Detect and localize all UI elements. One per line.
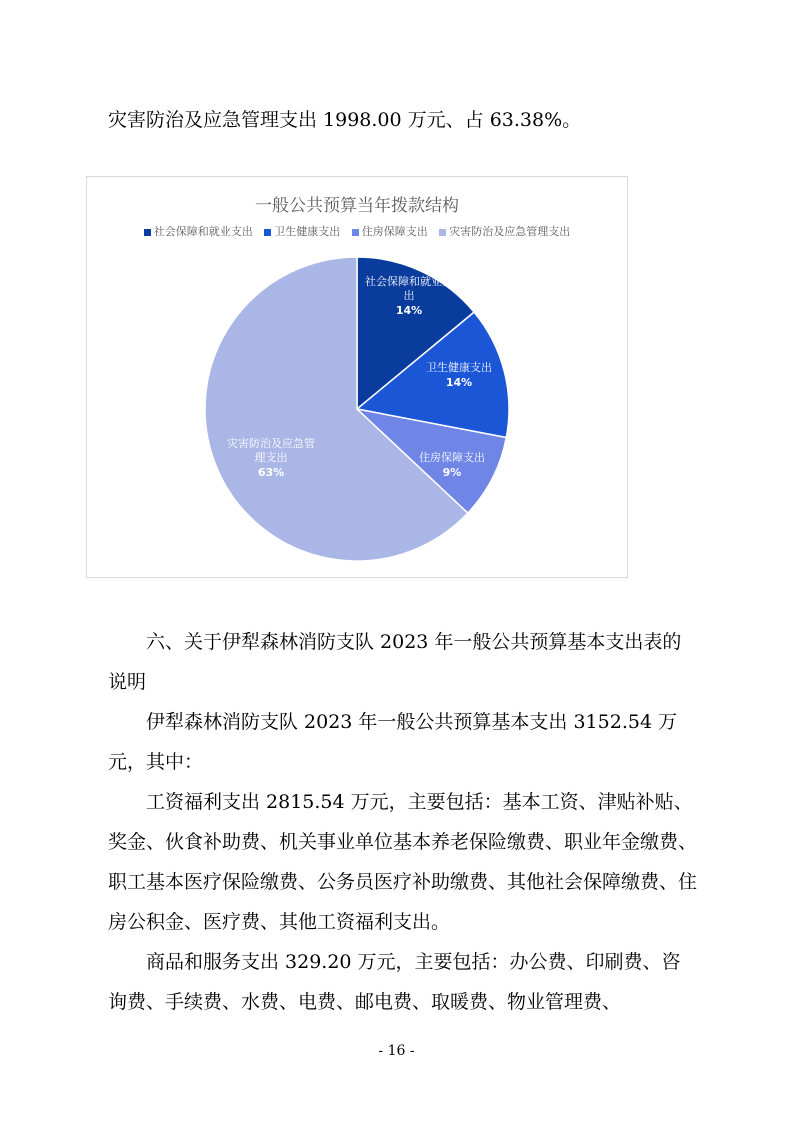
pie-chart-panel — [86, 176, 628, 578]
slice-label-social: 社会保障和就业支出 14% — [365, 275, 453, 317]
page-number: - 16 - — [378, 1043, 415, 1059]
slice-percent-disaster: 63% — [257, 466, 285, 479]
paragraph-wages: 工资福利支出 2815.54 万元，主要包括：基本工资、津贴补贴、奖金、伙食补助费、机关事业单位基本养老保险缴费、职业年金缴费、职工基本医疗保险缴费、公务员医疗补助缴费、其他社会保障缴费、住房公积金、医疗费、其他工资福利支出。 — [108, 791, 698, 933]
slice-label-housing: 住房保障支出 9% — [419, 451, 485, 479]
legend-label-social: 社会保障和就业支出 — [153, 225, 253, 238]
section-heading: 六、关于伊犁森林消防支队 2023 年一般公共预算基本支出表的说明 — [108, 631, 682, 693]
chart-title: 一般公共预算当年拨款结构 — [255, 196, 459, 216]
slice-label-disaster: 灾害防治及应急管理支出 63% — [227, 437, 315, 479]
slice-percent-social: 14% — [395, 304, 423, 317]
legend-label-housing: 住房保障支出 — [361, 225, 428, 238]
paragraph-goods: 商品和服务支出 329.20 万元，主要包括：办公费、印刷费、咨询费、手续费、水费、电费、邮电费、取暖费、物业管理费、 — [108, 951, 681, 1013]
pie-chart-svg — [87, 177, 627, 577]
paragraph-total: 伊犁森林消防支队 2023 年一般公共预算基本支出 3152.54 万元，其中： — [108, 711, 678, 773]
legend-label-disaster: 灾害防治及应急管理支出 — [449, 225, 571, 238]
legend-label-health: 卫生健康支出 — [274, 225, 341, 238]
top-line: 灾害防治及应急管理支出 1998.00 万元、占 63.38%。 — [108, 109, 582, 131]
slice-label-health: 卫生健康支出 14% — [426, 361, 492, 389]
slice-percent-health: 14% — [445, 376, 473, 389]
slice-percent-housing: 9% — [442, 466, 462, 479]
